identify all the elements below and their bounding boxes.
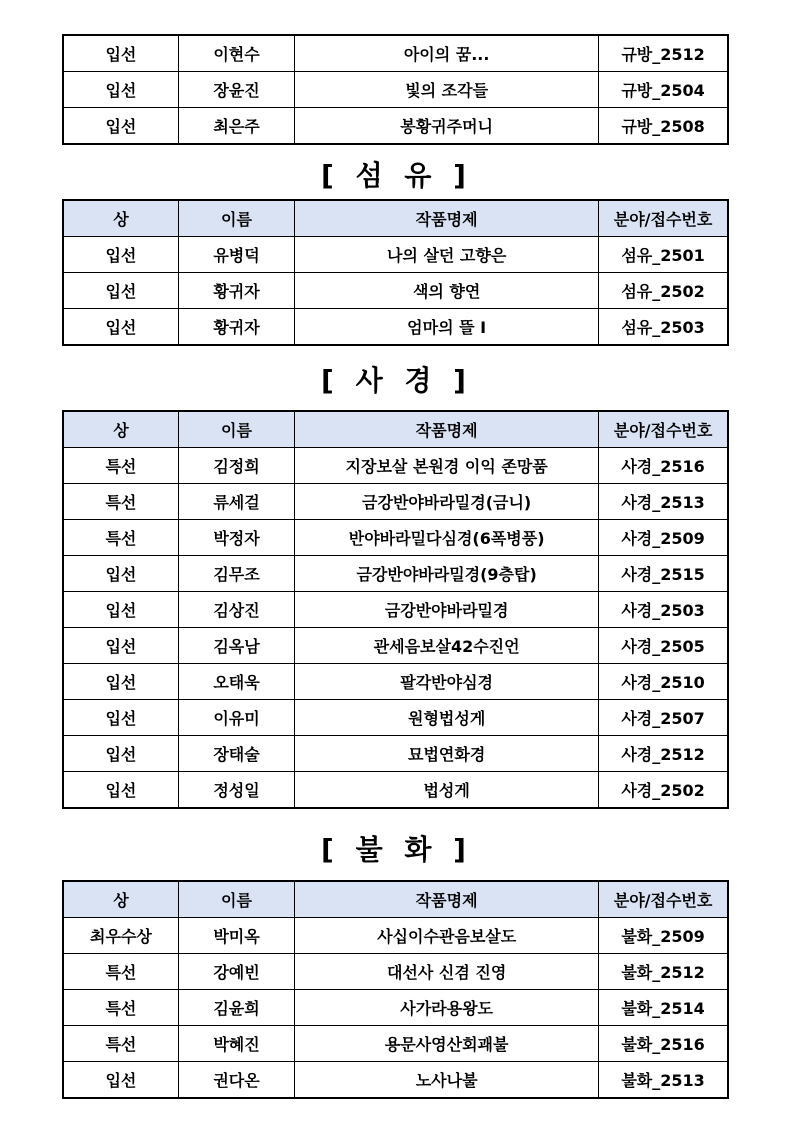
cell-code: 사경_2503 bbox=[599, 592, 728, 628]
table-row bbox=[63, 108, 728, 145]
cell-award: 입선 bbox=[63, 35, 178, 72]
column-header-code: 분야/접수번호 bbox=[599, 200, 728, 237]
cell-code: 규방_2512 bbox=[599, 35, 728, 72]
cell-title: 금강반야바라밀경(9층탑) bbox=[295, 556, 599, 592]
cell-title: 색의 향연 bbox=[295, 273, 599, 309]
column-header-name: 이름 bbox=[178, 411, 294, 448]
cell-name: 황귀자 bbox=[178, 309, 294, 346]
cell-award: 입선 bbox=[63, 72, 178, 108]
cell-title: 금강반야바라밀경(금니) bbox=[295, 484, 599, 520]
table-row bbox=[63, 484, 728, 520]
cell-name: 황귀자 bbox=[178, 273, 294, 309]
cell-name: 장태술 bbox=[178, 736, 294, 772]
section-title-seomyu: [ 섬 유 ] bbox=[321, 159, 472, 192]
cell-award: 입선 bbox=[63, 700, 178, 736]
cell-title: 사십이수관음보살도 bbox=[295, 918, 599, 954]
table-row bbox=[63, 592, 728, 628]
cell-code: 불화_2516 bbox=[599, 1026, 728, 1062]
cell-title: 나의 살던 고향은 bbox=[295, 237, 599, 273]
cell-code: 사경_2509 bbox=[599, 520, 728, 556]
cell-award: 입선 bbox=[63, 237, 178, 273]
column-header-award: 상 bbox=[63, 411, 178, 448]
cell-title: 관세음보살42수진언 bbox=[295, 628, 599, 664]
cell-award: 입선 bbox=[63, 772, 178, 809]
table-row bbox=[63, 772, 728, 809]
cell-name: 최은주 bbox=[178, 108, 294, 145]
section-title-bulhwa: [ 불 화 ] bbox=[321, 833, 472, 866]
cell-name: 정성일 bbox=[178, 772, 294, 809]
cell-award: 입선 bbox=[63, 736, 178, 772]
cell-code: 사경_2502 bbox=[599, 772, 728, 809]
cell-name: 김윤희 bbox=[178, 990, 294, 1026]
column-header-name: 이름 bbox=[178, 200, 294, 237]
cell-name: 류세걸 bbox=[178, 484, 294, 520]
cell-award: 특선 bbox=[63, 484, 178, 520]
cell-award: 특선 bbox=[63, 520, 178, 556]
column-header-title: 작품명제 bbox=[295, 200, 599, 237]
table-row bbox=[63, 628, 728, 664]
cell-award: 입선 bbox=[63, 592, 178, 628]
cell-award: 특선 bbox=[63, 990, 178, 1026]
column-header-code: 분야/접수번호 bbox=[599, 411, 728, 448]
cell-name: 유병덕 bbox=[178, 237, 294, 273]
cell-name: 강예빈 bbox=[178, 954, 294, 990]
column-header-award: 상 bbox=[63, 200, 178, 237]
table-row bbox=[63, 954, 728, 990]
table-row bbox=[63, 918, 728, 954]
cell-code: 사경_2516 bbox=[599, 448, 728, 484]
table-row bbox=[63, 448, 728, 484]
table-row bbox=[63, 664, 728, 700]
section-title-sagyeong: [ 사 경 ] bbox=[321, 364, 472, 397]
cell-award: 입선 bbox=[63, 309, 178, 346]
cell-code: 불화_2512 bbox=[599, 954, 728, 990]
cell-code: 사경_2513 bbox=[599, 484, 728, 520]
cell-title: 묘법연화경 bbox=[295, 736, 599, 772]
cell-award: 입선 bbox=[63, 664, 178, 700]
cell-title: 빛의 조각들 bbox=[295, 72, 599, 108]
cell-title: 봉황귀주머니 bbox=[295, 108, 599, 145]
cell-award: 입선 bbox=[63, 628, 178, 664]
cell-name: 이현수 bbox=[178, 35, 294, 72]
cell-title: 지장보살 본원경 이익 존망품 bbox=[295, 448, 599, 484]
cell-name: 박미옥 bbox=[178, 918, 294, 954]
cell-award: 최우수상 bbox=[63, 918, 178, 954]
cell-name: 김상진 bbox=[178, 592, 294, 628]
table-row bbox=[63, 35, 728, 72]
cell-title: 노사나불 bbox=[295, 1062, 599, 1099]
cell-code: 섬유_2502 bbox=[599, 273, 728, 309]
cell-code: 규방_2508 bbox=[599, 108, 728, 145]
column-header-award: 상 bbox=[63, 881, 178, 918]
table-row bbox=[63, 700, 728, 736]
table-row bbox=[63, 1062, 728, 1099]
table-bulhwa bbox=[62, 880, 729, 1099]
table-seomyu bbox=[62, 199, 729, 346]
cell-name: 장윤진 bbox=[178, 72, 294, 108]
cell-code: 섬유_2503 bbox=[599, 309, 728, 346]
column-header-title: 작품명제 bbox=[295, 411, 599, 448]
cell-name: 박혜진 bbox=[178, 1026, 294, 1062]
cell-code: 사경_2505 bbox=[599, 628, 728, 664]
cell-code: 사경_2507 bbox=[599, 700, 728, 736]
cell-award: 입선 bbox=[63, 108, 178, 145]
cell-name: 김정희 bbox=[178, 448, 294, 484]
cell-title: 반야바라밀다심경(6폭병풍) bbox=[295, 520, 599, 556]
cell-title: 대선사 신겸 진영 bbox=[295, 954, 599, 990]
table-row bbox=[63, 237, 728, 273]
table-header-row bbox=[63, 411, 728, 448]
cell-code: 사경_2510 bbox=[599, 664, 728, 700]
table-row bbox=[63, 556, 728, 592]
cell-award: 입선 bbox=[63, 273, 178, 309]
cell-award: 특선 bbox=[63, 1026, 178, 1062]
table-sagyeong bbox=[62, 410, 729, 809]
cell-title: 엄마의 뜰 Ⅰ bbox=[295, 309, 599, 346]
column-header-title: 작품명제 bbox=[295, 881, 599, 918]
cell-code: 규방_2504 bbox=[599, 72, 728, 108]
cell-name: 권다온 bbox=[178, 1062, 294, 1099]
cell-title: 팔각반야심경 bbox=[295, 664, 599, 700]
cell-title: 금강반야바라밀경 bbox=[295, 592, 599, 628]
table-gyubang bbox=[62, 34, 729, 145]
column-header-code: 분야/접수번호 bbox=[599, 881, 728, 918]
cell-title: 법성게 bbox=[295, 772, 599, 809]
table-row bbox=[63, 72, 728, 108]
table-row bbox=[63, 273, 728, 309]
table-header-row bbox=[63, 881, 728, 918]
cell-code: 불화_2509 bbox=[599, 918, 728, 954]
table-row bbox=[63, 1026, 728, 1062]
cell-award: 입선 bbox=[63, 556, 178, 592]
cell-name: 김옥남 bbox=[178, 628, 294, 664]
cell-award: 특선 bbox=[63, 954, 178, 990]
cell-title: 사가라용왕도 bbox=[295, 990, 599, 1026]
cell-title: 아이의 꿈... bbox=[295, 35, 599, 72]
cell-title: 원형법성게 bbox=[295, 700, 599, 736]
cell-code: 사경_2512 bbox=[599, 736, 728, 772]
cell-award: 특선 bbox=[63, 448, 178, 484]
cell-name: 이유미 bbox=[178, 700, 294, 736]
cell-code: 불화_2514 bbox=[599, 990, 728, 1026]
cell-name: 김무조 bbox=[178, 556, 294, 592]
table-row bbox=[63, 309, 728, 346]
cell-code: 섬유_2501 bbox=[599, 237, 728, 273]
cell-code: 불화_2513 bbox=[599, 1062, 728, 1099]
cell-name: 박정자 bbox=[178, 520, 294, 556]
cell-code: 사경_2515 bbox=[599, 556, 728, 592]
table-row bbox=[63, 990, 728, 1026]
cell-name: 오태욱 bbox=[178, 664, 294, 700]
cell-title: 용문사영산회괘불 bbox=[295, 1026, 599, 1062]
column-header-name: 이름 bbox=[178, 881, 294, 918]
table-row bbox=[63, 736, 728, 772]
table-header-row bbox=[63, 200, 728, 237]
table-row bbox=[63, 520, 728, 556]
cell-award: 입선 bbox=[63, 1062, 178, 1099]
